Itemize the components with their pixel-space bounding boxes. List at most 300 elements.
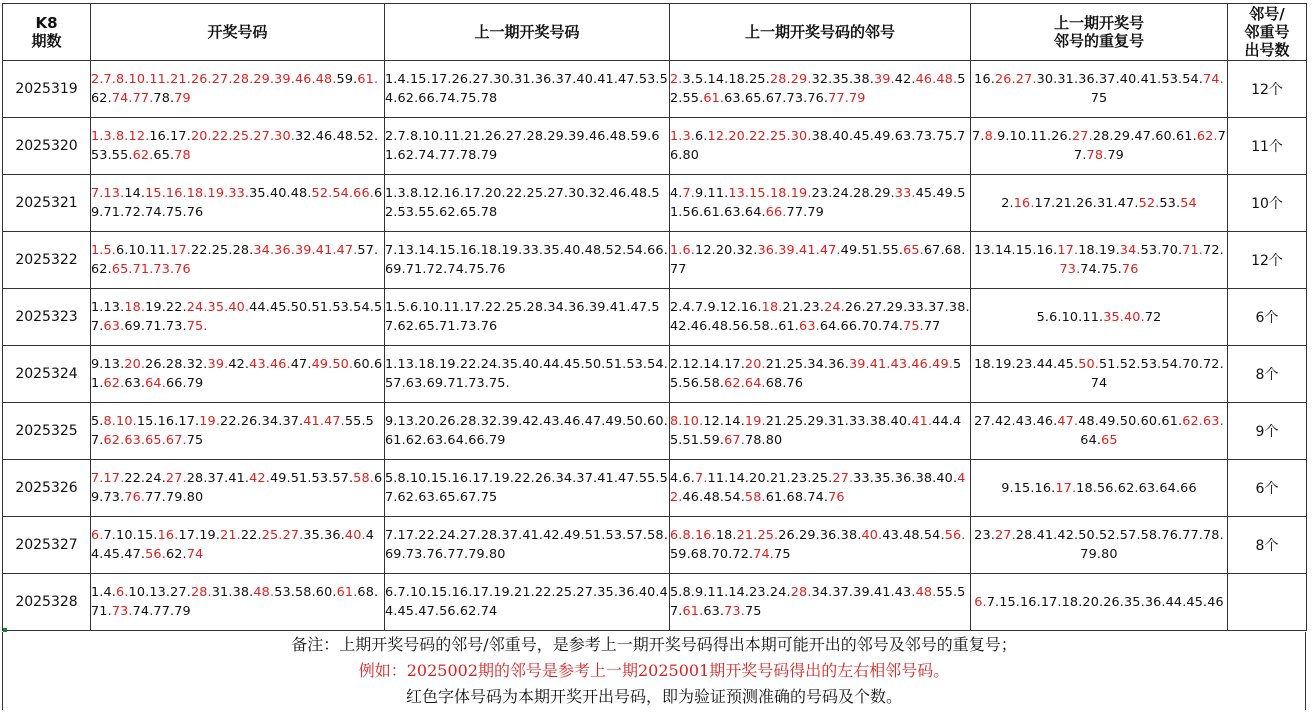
hit-number-run: 13.15.18.19. — [728, 186, 812, 201]
hit-number-run: 34.36.39.41.47. — [253, 243, 358, 258]
prev-neighbors-cell[interactable] — [670, 118, 971, 175]
number-run: 53.58.60. — [274, 585, 337, 600]
number-run: 23. — [974, 528, 995, 543]
prev-neighbors-cell[interactable] — [670, 517, 971, 574]
prev-neighbor-repeats-cell[interactable] — [971, 61, 1228, 118]
number-run: 77. — [1074, 129, 1226, 163]
prev-neighbor-repeats-cell[interactable] — [971, 346, 1228, 403]
number-run: 4.6. — [670, 471, 696, 486]
hit-number-run: 7. — [695, 471, 708, 486]
number-run: 28.37.41. — [186, 471, 250, 486]
header-prev-neighbors: 上一期开奖号码的邻号 — [670, 4, 971, 61]
hit-number-run: 52.54.66. — [311, 186, 374, 201]
number-run: 55.57. — [91, 414, 374, 448]
prev-draw-numbers-cell[interactable] — [385, 118, 670, 175]
number-run: 3.5.14.18.25. — [682, 72, 770, 87]
hit-number-run: 61. — [357, 72, 379, 87]
hit-number-run: 78 — [174, 148, 191, 163]
number-run: 13.14.15.16. — [974, 243, 1058, 258]
hit-number-run: 7. — [682, 186, 696, 201]
hit-number-run: 61. — [703, 91, 725, 106]
issue-cell[interactable]: 2025321 — [3, 175, 91, 232]
hit-number-run: 26.27. — [994, 72, 1037, 87]
hit-number-run: 21.25. — [736, 528, 779, 543]
number-run: 38.40.45.49.63.73.75.76.80 — [670, 129, 966, 163]
number-run: 6.7.10.15.16.17.19.21.22.25.27.35.36.40.44.45.47.56.62.74 — [385, 585, 668, 619]
number-run: 11.14.20.21.23.25. — [707, 471, 833, 486]
hit-number-run: 24. — [824, 300, 845, 315]
hit-number-run: 65. — [903, 243, 924, 258]
number-run: 46.48.54. — [682, 490, 745, 505]
number-run: 68.71. — [91, 585, 379, 619]
number-run: 45.49.51.56.61.63.64. — [670, 186, 966, 220]
hit-number-run: 8.10. — [670, 414, 704, 429]
number-run: 16.17. — [149, 129, 191, 144]
hit-count-cell[interactable]: 8个 — [1228, 346, 1307, 403]
prev-neighbors-cell[interactable] — [670, 289, 971, 346]
prev-draw-numbers-cell[interactable] — [385, 289, 670, 346]
number-run: 59. — [336, 72, 358, 87]
issue-cell[interactable]: 2025326 — [3, 460, 91, 517]
hit-number-run: 79 — [174, 91, 191, 106]
number-run: 5. — [91, 414, 104, 429]
hit-number-run: 54 — [1180, 195, 1197, 211]
k8-sheet — [2, 3, 1306, 631]
hit-number-run: 63. — [103, 319, 125, 334]
number-run: 51.52.53.54.70.72.74 — [1090, 357, 1224, 391]
draw-numbers-cell[interactable] — [91, 232, 385, 289]
hit-number-run: 6. — [974, 594, 987, 610]
number-run: 74.77.79 — [132, 604, 191, 619]
hit-count-cell[interactable]: 12个 — [1228, 61, 1307, 118]
table-row — [3, 574, 1307, 631]
hit-number-run: 7.17. — [91, 471, 125, 486]
draw-numbers-cell[interactable] — [91, 574, 385, 631]
hit-number-run: 34. — [1119, 243, 1141, 258]
hit-number-run: 19. — [744, 414, 766, 429]
hit-number-run: 78. — [1086, 148, 1108, 163]
number-run: 5.8.9.11.14.23.24. — [670, 585, 791, 600]
hit-number-run: 75. — [903, 319, 924, 334]
prev-neighbor-repeats-cell[interactable] — [971, 403, 1228, 460]
hit-number-run: 46.48. — [915, 72, 958, 87]
table-row — [3, 61, 1307, 118]
number-run: 15.16.17. — [136, 414, 200, 429]
number-run: 48.49.50.60.61. — [1078, 414, 1183, 429]
number-run: 35.40.48. — [249, 186, 312, 201]
hit-number-run: 48. — [253, 585, 275, 600]
header-issue: K8 期数 — [3, 4, 91, 61]
hit-number-run: 2. — [670, 72, 683, 87]
hit-number-run: 40. — [861, 528, 883, 543]
number-run: 7. — [972, 129, 985, 144]
hit-count-cell[interactable]: 6个 — [1228, 460, 1307, 517]
number-run: 52.55. — [670, 72, 966, 106]
hit-number-run: 6. — [116, 585, 129, 600]
prev-draw-numbers-cell[interactable] — [385, 517, 670, 574]
hit-number-run: 56. — [145, 547, 166, 562]
draw-numbers-cell[interactable] — [91, 61, 385, 118]
number-run: 4. — [670, 186, 683, 201]
prev-neighbors-cell[interactable] — [670, 460, 971, 517]
note-line-2: 例如：2025002期的邻号是参考上一期2025001期开奖号码得出的左右相邻号码。 — [358, 661, 950, 680]
table-row — [3, 232, 1307, 289]
hit-number-run: 33. — [894, 186, 916, 201]
hit-number-run: 63. — [799, 319, 820, 334]
issue-cell[interactable]: 2025325 — [3, 403, 91, 460]
prev-draw-numbers-cell[interactable] — [385, 232, 670, 289]
prev-neighbor-repeats-cell[interactable] — [971, 175, 1228, 232]
hit-number-run: 39.41.43.46.49. — [848, 357, 953, 372]
number-run: 30.31.36.37.40.41.53.54. — [1036, 72, 1204, 87]
hit-number-run: 17. — [1057, 243, 1079, 258]
issue-cell[interactable]: 2025328 — [3, 574, 91, 631]
hit-number-run: 18. — [761, 300, 783, 315]
number-run: 77.79 — [786, 205, 824, 220]
number-run: 69.73. — [91, 471, 383, 505]
hit-count-cell[interactable]: 10个 — [1228, 175, 1307, 232]
hit-number-run: 76 — [1121, 262, 1139, 277]
issue-cell[interactable]: 2025322 — [3, 232, 91, 289]
header-row — [3, 4, 1307, 61]
number-run: 32.35.38. — [811, 72, 874, 87]
hit-number-run: 74.77. — [111, 91, 154, 106]
hit-number-run: 62.63. — [1182, 414, 1224, 429]
number-run: 26.29.36.38. — [778, 528, 862, 543]
hit-number-run: 20. — [124, 357, 146, 372]
hit-number-run: 1.5. — [91, 243, 117, 258]
number-run: 49.51.55. — [840, 243, 904, 258]
number-run: 32.46.48.52.53.55. — [91, 129, 379, 163]
prev-neighbor-repeats-cell[interactable] — [971, 232, 1228, 289]
prev-neighbor-repeats-cell[interactable] — [971, 460, 1228, 517]
header-prev-neighbor-repeats: 上一期开奖号 邻号的重复号 — [971, 4, 1228, 61]
issue-cell[interactable]: 2025319 — [3, 61, 91, 118]
number-run: 78. — [153, 91, 175, 106]
hit-number-run: 47. — [1057, 414, 1079, 429]
number-run: 42. — [894, 72, 916, 87]
hit-number-run: 58. — [744, 490, 766, 505]
number-run: 2.7.8.10.11.21.26.27.28.29.39.46.48.59.61.62.74.77.78.79 — [385, 129, 660, 163]
number-run: 23.24.28.29. — [811, 186, 895, 201]
number-run: 44.45.51.59. — [670, 414, 962, 448]
hit-number-run: 42. — [249, 471, 270, 486]
number-run: 5.6.10.11. — [1036, 309, 1104, 325]
prev-neighbors-cell[interactable] — [670, 574, 971, 631]
number-run: 77.79.80 — [145, 490, 204, 505]
number-run: 69.71.72.74.75.76 — [91, 186, 383, 220]
hit-number-run: 20.22.25.27.30. — [190, 129, 295, 144]
prev-draw-numbers-cell[interactable] — [385, 574, 670, 631]
hit-count-cell[interactable]: 9个 — [1228, 403, 1307, 460]
number-run: 69.71.73. — [124, 319, 187, 334]
number-run: 5.8.10.15.16.17.19.22.26.34.37.41.47.55.57.62.63.65.67.75 — [385, 471, 668, 505]
number-run: 6. — [695, 129, 708, 144]
header-draw: 开奖号码 — [91, 4, 385, 61]
number-run: 64.66.70.74. — [819, 319, 904, 334]
number-run: 66.79 — [165, 376, 204, 391]
number-run: 12.20.32. — [695, 243, 758, 258]
number-run: 53.70. — [1140, 243, 1183, 258]
table-row — [3, 175, 1307, 232]
note-line-3: 红色字体号码为本期开奖开出号码，即为验证预测准确的号码及个数。 — [405, 687, 902, 706]
hit-number-run: 1.3. — [670, 129, 696, 144]
hit-count-cell[interactable]: 8个 — [1228, 517, 1307, 574]
hit-number-run: 8.10. — [103, 414, 137, 429]
number-run: 44.45.50.51.53.54.57. — [91, 300, 383, 334]
number-run: 67.68.77 — [670, 243, 966, 277]
hit-number-run: 74. — [753, 547, 775, 562]
draw-numbers-cell[interactable] — [91, 175, 385, 232]
number-run: 72. — [1203, 243, 1224, 258]
number-run: 72 — [1144, 309, 1162, 325]
prev-draw-numbers-cell[interactable] — [385, 460, 670, 517]
issue-cell[interactable]: 2025327 — [3, 517, 91, 574]
hit-number-run: 76. — [124, 490, 146, 505]
hit-number-run: 24.35.40. — [186, 300, 250, 315]
number-run: 9.13.20.26.28.32.39.42.43.46.47.49.50.60.61.62.63.64.66.79 — [385, 414, 668, 448]
hit-number-run: 43.46. — [249, 357, 291, 372]
number-run: 55.56.58. — [670, 357, 962, 391]
number-run: 61.68.74. — [765, 490, 829, 505]
number-run: 18.56.62.63.64.66 — [1076, 480, 1197, 496]
k8-table — [2, 3, 1307, 631]
number-run: 42. — [228, 357, 250, 372]
number-run: 1.13. — [91, 300, 125, 315]
number-run: 79 — [1107, 148, 1124, 163]
table-row — [3, 346, 1307, 403]
hit-number-run: 62. — [132, 148, 154, 163]
hit-number-run: 62.63.65.67. — [103, 433, 187, 448]
hit-number-run: 62. — [1196, 129, 1218, 144]
number-run: 63. — [703, 604, 725, 619]
draw-numbers-cell[interactable] — [91, 289, 385, 346]
hit-number-run: 39. — [207, 357, 229, 372]
prev-neighbors-cell[interactable] — [670, 175, 971, 232]
number-run: 63. — [124, 376, 146, 391]
number-run: 26.27.29.33.37.38.42.46.48.56.58..61. — [670, 300, 970, 334]
number-run: 26.28.32. — [145, 357, 208, 372]
prev-neighbors-cell[interactable] — [670, 232, 971, 289]
number-run: 9.10.11.26. — [997, 129, 1072, 144]
hit-number-run: 21. — [220, 528, 241, 543]
number-run: 19.22. — [145, 300, 187, 315]
prev-neighbor-repeats-cell[interactable] — [971, 289, 1228, 346]
number-run: 7.17.22.24.27.28.37.41.42.49.51.53.57.58.69.73.76.77.79.80 — [385, 528, 668, 562]
hit-number-run: 77.79 — [828, 91, 866, 106]
prev-draw-numbers-cell[interactable] — [385, 175, 670, 232]
number-run: 1.5.6.10.11.17.22.25.28.34.36.39.41.47.57.62.65.71.73.76 — [385, 300, 660, 334]
notes-panel — [2, 632, 1306, 710]
prev-draw-numbers-cell[interactable] — [385, 403, 670, 460]
draw-numbers-cell[interactable] — [91, 346, 385, 403]
number-run: 7.13.14.15.16.18.19.33.35.40.48.52.54.66.69.71.72.74.75.76 — [385, 243, 668, 277]
number-run: 53. — [1159, 195, 1181, 211]
number-run: 31.38. — [211, 585, 254, 600]
hit-number-run: 42. — [670, 471, 966, 505]
hit-number-run: 56. — [944, 528, 966, 543]
number-run: 1.4. — [91, 585, 117, 600]
hit-number-run: 15.16.18.19.33. — [145, 186, 250, 201]
number-run: 55.57. — [670, 585, 966, 619]
number-run: 22.26.34.37. — [220, 414, 304, 429]
hit-count-cell[interactable]: 6个 — [1228, 289, 1307, 346]
hit-number-run: 27. — [832, 471, 854, 486]
hit-number-run: 73. — [1059, 262, 1081, 277]
number-run: 62. — [165, 547, 187, 562]
prev-neighbor-repeats-cell[interactable] — [971, 574, 1228, 631]
hit-number-run: 16. — [1013, 195, 1035, 211]
number-run: 57.62. — [91, 243, 379, 277]
number-run: 64. — [1080, 433, 1102, 448]
number-run: 68.76 — [765, 376, 804, 391]
number-run: 62. — [91, 91, 112, 106]
number-run: 10.13.27. — [128, 585, 191, 600]
number-run: 75 — [744, 604, 762, 619]
table-row — [3, 289, 1307, 346]
number-run: 6.10.11. — [116, 243, 171, 258]
hit-number-run: 12.20.22.25.30. — [707, 129, 812, 144]
table-row — [3, 403, 1307, 460]
hit-number-run: 74 — [186, 547, 204, 562]
hit-number-run: 6. — [91, 528, 104, 543]
hit-number-run: 19. — [199, 414, 221, 429]
number-run: 2.4.7.9.12.16. — [670, 300, 762, 315]
prev-neighbors-cell[interactable] — [670, 403, 971, 460]
number-run: 60.61. — [91, 357, 383, 391]
number-run: 49.51.53.57. — [269, 471, 354, 486]
hit-number-run: 67. — [724, 433, 745, 448]
hit-number-run: 73. — [111, 604, 133, 619]
draw-numbers-cell[interactable] — [91, 118, 385, 175]
issue-cell[interactable]: 2025324 — [3, 346, 91, 403]
number-run: 28.29.47.60.61. — [1092, 129, 1197, 144]
number-run: 34.37.39.41.43. — [811, 585, 916, 600]
hit-number-run: 50. — [1078, 357, 1099, 372]
hit-number-run: 48. — [915, 585, 937, 600]
hit-count-cell[interactable] — [1228, 574, 1307, 631]
hit-number-run: 62.64. — [724, 376, 766, 391]
hit-number-run: 64. — [145, 376, 166, 391]
number-run: 63.65.67.73.76. — [724, 91, 829, 106]
hit-count-cell[interactable]: 11个 — [1228, 118, 1307, 175]
hit-count-cell[interactable]: 12个 — [1228, 232, 1307, 289]
hit-number-run: 26.27.28.29.39.46.48. — [190, 72, 337, 87]
number-run: 7.10.15. — [103, 528, 158, 543]
number-run: 2.12.14.17. — [670, 357, 745, 372]
number-run: 75 — [186, 433, 204, 448]
hit-number-run: 35.40. — [1103, 309, 1145, 325]
number-run: 1.4.15.17.26.27.30.31.36.37.40.41.47.53.54.62.66.74.75.78 — [385, 72, 668, 106]
draw-numbers-cell[interactable] — [91, 460, 385, 517]
hit-number-run: 52. — [1138, 195, 1160, 211]
number-run: 9.15.16. — [1001, 480, 1056, 496]
number-run: 35.36. — [303, 528, 345, 543]
hit-number-run: 17. — [1055, 480, 1077, 496]
header-hit-count: 邻号/ 邻重号 出号数 — [1228, 4, 1307, 61]
number-run: 44.45.47. — [91, 528, 375, 562]
prev-draw-numbers-cell[interactable] — [385, 61, 670, 118]
prev-draw-numbers-cell[interactable] — [385, 346, 670, 403]
number-run: 1.13.18.19.22.24.35.40.44.45.50.51.53.54.57.63.69.71.73.75. — [385, 357, 668, 391]
note-line-1: 备注：上期开奖号码的邻号/邻重号，是参考上一期开奖号码得出本期可能开出的邻号及邻号的重复号； — [291, 635, 1017, 654]
number-run: 75 — [774, 547, 791, 562]
number-run: 17.19. — [178, 528, 221, 543]
hit-number-run: 28.29. — [769, 72, 812, 87]
table-row — [3, 517, 1307, 574]
number-run: 18.19. — [1078, 243, 1120, 258]
number-run: 28.41.42.50.52.57.58.76.77.78.79.80 — [1015, 528, 1224, 562]
hit-number-run: 75. — [186, 319, 208, 334]
number-run: 27.42.43.46. — [974, 414, 1058, 429]
prev-neighbors-cell[interactable] — [670, 61, 971, 118]
number-run: 74.75. — [1080, 262, 1122, 277]
hit-number-run: 65 — [1101, 433, 1118, 448]
number-run: 2. — [1001, 195, 1014, 211]
hit-number-run: 41.47. — [303, 414, 345, 429]
hit-number-run: 6.8.16. — [670, 528, 716, 543]
hit-number-run: 18. — [124, 300, 146, 315]
number-run: 21.25.29.31.33.38.40. — [765, 414, 912, 429]
table-body — [3, 61, 1307, 631]
number-run: 21.25.34.36. — [765, 357, 849, 372]
number-run: 18.19.23.44.45. — [974, 357, 1079, 372]
hit-number-run: 61. — [682, 604, 704, 619]
hit-number-run: 36.39.41.47. — [757, 243, 841, 258]
number-run: 77 — [923, 319, 941, 334]
draw-numbers-cell[interactable] — [91, 517, 385, 574]
number-run: 16. — [974, 72, 995, 87]
table-row — [3, 118, 1307, 175]
hit-number-run: 28. — [790, 585, 812, 600]
hit-number-run: 71. — [1182, 243, 1204, 258]
number-run: 1.3.8.12.16.17.20.22.25.27.30.32.46.48.52.53.55.62.65.78 — [385, 186, 660, 220]
issue-cell[interactable]: 2025323 — [3, 289, 91, 346]
number-run: 33.35.36.38.40. — [853, 471, 958, 486]
hit-number-run: 40. — [344, 528, 366, 543]
number-run: 14. — [124, 186, 146, 201]
hit-number-run: 16. — [157, 528, 179, 543]
hit-number-run: 66. — [765, 205, 787, 220]
hit-number-run: 73. — [724, 604, 745, 619]
number-run: 75 — [1090, 91, 1108, 106]
hit-number-run: 1.3.8.12. — [91, 129, 150, 144]
prev-neighbors-cell[interactable] — [670, 346, 971, 403]
number-run: 9.13. — [91, 357, 125, 372]
hit-number-run: 2.7.8.10.11.21. — [91, 72, 191, 87]
number-run: 59.68.70.72. — [670, 547, 754, 562]
hit-number-run: 8. — [984, 129, 998, 144]
hit-number-run: 7.13. — [91, 186, 125, 201]
hit-number-run: 27. — [165, 471, 187, 486]
number-run: 9.11. — [695, 186, 729, 201]
draw-numbers-cell[interactable] — [91, 403, 385, 460]
prev-neighbor-repeats-cell[interactable] — [971, 517, 1228, 574]
number-run: 18. — [715, 528, 737, 543]
hit-number-run: 74. — [1203, 72, 1224, 87]
prev-neighbor-repeats-cell[interactable] — [971, 118, 1228, 175]
hit-number-run: 65.71.73.76 — [111, 262, 191, 277]
number-run: 78.80 — [744, 433, 783, 448]
hit-number-run: 39. — [873, 72, 895, 87]
hit-number-run: 76 — [828, 490, 845, 505]
number-run: 43.48.54. — [882, 528, 945, 543]
hit-number-run: 17. — [170, 243, 191, 258]
number-run: 22.24. — [124, 471, 166, 486]
issue-cell[interactable]: 2025320 — [3, 118, 91, 175]
hit-number-run: 41. — [911, 414, 933, 429]
number-run: 22. — [240, 528, 262, 543]
